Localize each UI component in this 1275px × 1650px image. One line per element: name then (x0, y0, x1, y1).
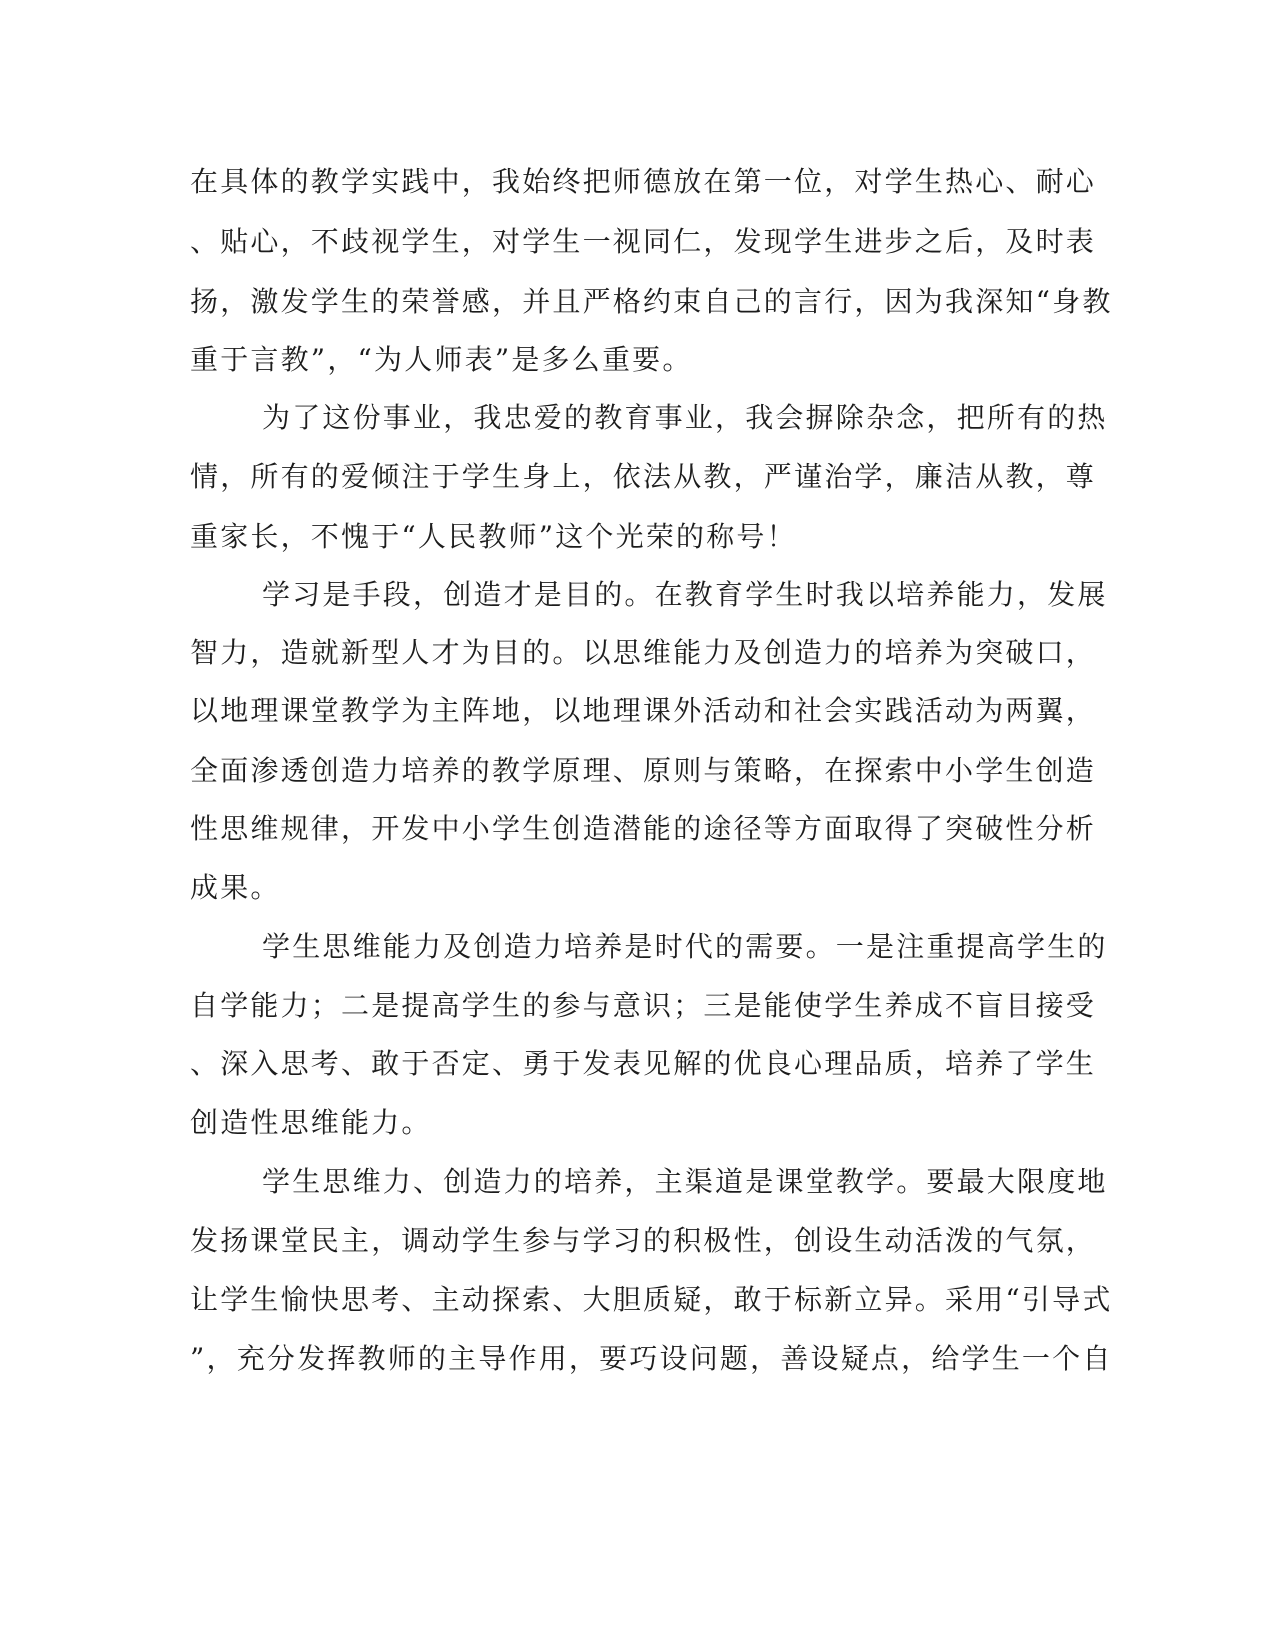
text-line: 智力，造就新型人才为目的。以思维能力及创造力的培养为突破口， (190, 636, 1097, 669)
text-line: 情，所有的爱倾注于学生身上，依法从教，严谨治学，廉洁从教，尊 (190, 460, 1097, 493)
text-line: 重家长，不愧于“人民教师”这个光荣的称号！ (190, 520, 797, 553)
text-line: 创造性思维能力。 (190, 1106, 432, 1139)
paragraph-first-line: 学生思维能力及创造力培养是时代的需要。一是注重提高学生的 (262, 930, 1108, 963)
paragraph-first-line: 学习是手段，创造才是目的。在教育学生时我以培养能力，发展 (262, 578, 1108, 611)
paragraph-first-line: 学生思维力、创造力的培养，主渠道是课堂教学。要最大限度地 (262, 1165, 1108, 1198)
text-line: 以地理课堂教学为主阵地，以地理课外活动和社会实践活动为两翼， (190, 694, 1097, 727)
text-line: 性思维规律，开发中小学生创造潜能的途径等方面取得了突破性分析 (190, 812, 1097, 845)
text-line: 、贴心，不歧视学生，对学生一视同仁，发现学生进步之后，及时表 (190, 225, 1097, 258)
text-line: 发扬课堂民主，调动学生参与学习的积极性，创设生动活泼的气氛， (190, 1224, 1097, 1257)
text-line: 让学生愉快思考、主动探索、大胆质疑，敢于标新立异。采用“引导式 (190, 1283, 1113, 1316)
text-line: 自学能力；二是提高学生的参与意识；三是能使学生养成不盲目接受 (190, 989, 1097, 1022)
text-line: 全面渗透创造力培养的教学原理、原则与策略，在探索中小学生创造 (190, 754, 1097, 787)
text-line: 在具体的教学实践中，我始终把师德放在第一位，对学生热心、耐心 (190, 165, 1097, 198)
text-line: ”，充分发挥教师的主导作用，要巧设问题，善设疑点，给学生一个自 (190, 1342, 1113, 1375)
text-line: 重于言教”，“为人师表”是多么重要。 (190, 343, 693, 376)
text-line: 、深入思考、敢于否定、勇于发表见解的优良心理品质，培养了学生 (190, 1047, 1097, 1080)
paragraph-first-line: 为了这份事业，我忠爱的教育事业，我会摒除杂念，把所有的热 (262, 401, 1108, 434)
text-line: 成果。 (190, 871, 281, 904)
text-line: 扬，激发学生的荣誉感，并且严格约束自己的言行，因为我深知“身教 (190, 285, 1113, 318)
